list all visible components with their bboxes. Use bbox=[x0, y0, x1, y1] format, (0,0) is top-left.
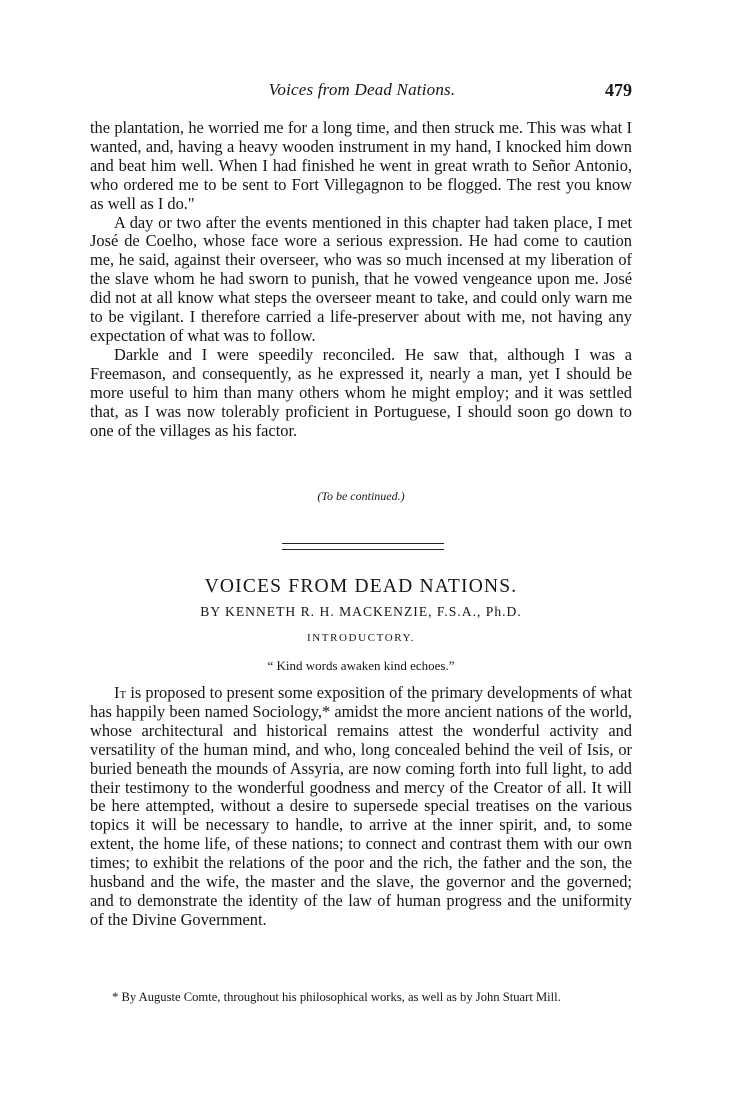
opening-paragraph-text: is proposed to present some exposition of the primary developments of what has happily been named Sociology,* amidst the more ancient nations of the world, whose architectural and historical remains attest the wonderful activity and versatility of the human mind, and who, long concealed behind the veil of Isis, or buried beneath the mounds of Assyria, are now coming forth into full light, to add their testimony to the wonderful goodness and mercy of the Creator of all. It will be here attempted, without a desire to supersede special treatises on the various topics it will be necessary to handle, to arrive at the inner spirit, and, to some extent, the home life, of these nations; to connect and contrast them with our own times; to exhibit the relations of the poor and the rich, the father and the son, the husband and the wife, the master and the slave, the governor and the governed; and to demonstrate the identity of the law of human progress and the uniformity of the Divine Government. bbox=[90, 683, 632, 929]
paragraph-continued: the plantation, he worried me for a long time, and then struck me. This was what I wanted, and, having a heavy wooden instrument in my hand, I knocked him down and beat him well. When I had finished he went in great wrath to Señor Antonio, who ordered me to be sent to Fort Villegagnon to be flogged. The rest you know as well as I do." bbox=[90, 118, 632, 213]
opening-word: It bbox=[114, 683, 127, 702]
section-heading: INTRODUCTORY. bbox=[306, 632, 416, 644]
section-divider-rule bbox=[282, 543, 444, 550]
paragraph: Darkle and I were speedily reconciled. He saw that, although I was a Freemason, and consequently, as he expressed it, nearly a man, yet I should be more useful to him than many others whom he might employ; and it was settled that, as I was now tolerably proficient in Portuguese, I should soon go down to one of the villages as his factor. bbox=[90, 344, 632, 440]
footnote bbox=[90, 990, 638, 1005]
footnote-text: * By Auguste Comte, throughout his philosophical works, as well as by John Stuart Mill. bbox=[112, 990, 561, 1004]
epigraph: “ Kind words awaken kind echoes.” bbox=[267, 658, 455, 673]
running-title: Voices from Dead Nations. bbox=[268, 80, 456, 99]
article-body bbox=[90, 684, 632, 930]
page-number: 479 bbox=[605, 80, 632, 100]
article-title: VOICES FROM DEAD NATIONS. bbox=[204, 576, 518, 597]
previous-story-conclusion bbox=[90, 119, 632, 440]
paragraph: A day or two after the events mentioned in this chapter had taken place, I met José de Coelho, whose face wore a serious expression. He had come to caution me, he said, against their overseer, who was so much incensed at my liberation of the slave whom he had sworn to punish, that he vowed vengeance upon me. José did not at all know what steps the overseer meant to take, and could only warn me to be vigilant. I therefore carried a life-preserver about with me, not having any expectation of what was to follow. bbox=[90, 212, 632, 345]
opening-paragraph bbox=[90, 684, 632, 930]
article-byline: BY KENNETH R. H. MACKENZIE, F.S.A., Ph.D. bbox=[200, 604, 522, 619]
running-head bbox=[92, 80, 632, 104]
to-be-continued-note: (To be continued.) bbox=[317, 489, 405, 503]
